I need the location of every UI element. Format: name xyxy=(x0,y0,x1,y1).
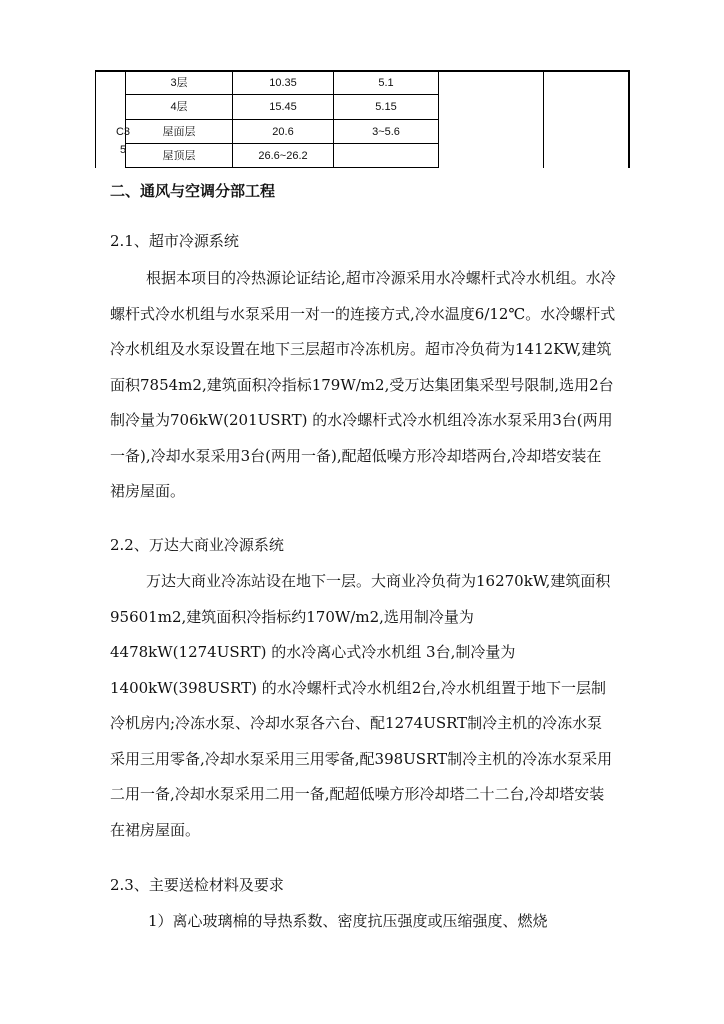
table-cell-value2: 5.15 xyxy=(375,101,397,113)
table-cell-value1: 20.6 xyxy=(272,126,294,138)
table-vline xyxy=(543,70,544,168)
merged-label-line1: C3 xyxy=(115,126,131,138)
table-hline xyxy=(125,119,438,120)
table-cell-value1: 26.6~26.2 xyxy=(258,150,308,162)
paragraph-supermarket-cooling: 根据本项目的冷热源论证结论,超市冷源采用水冷螺杆式冷水机组。水冷螺杆式冷水机组与水泵采用一对一的连接方式,冷水温度6/12℃。水冷螺杆式冷水机组及水泵设置在地下三层超市冷冻机房。超市冷负荷为1412KW,建筑面积7854m2,建筑面积冷指标179W/m2,受万达集团集采型号限制,选用2台制冷量为706kW(201USRT) 的水冷螺杆式冷水机组冷冻水泵采用3台(两用一备),冷却水泵采用3台(两用一备),配超低噪方形冷却塔两台,冷却塔安装在裙房屋面。 xyxy=(110,269,616,500)
table-cell-floor: 屋面层 xyxy=(162,126,196,138)
table-bottom-border xyxy=(125,167,438,168)
subheading-inspection-materials: 2.3、主要送检材料及要求 xyxy=(110,876,284,894)
elevation-table xyxy=(95,70,630,168)
table-left-border xyxy=(95,70,96,168)
table-cell-value1: 10.35 xyxy=(269,77,297,89)
subheading-wanda-cooling: 2.2、万达大商业冷源系统 xyxy=(110,536,284,554)
table-cell-value2 xyxy=(334,146,438,166)
table-cell-floor: 屋顶层 xyxy=(162,150,196,162)
merged-label-line2: 5 xyxy=(119,144,127,156)
list-item-glass-wool: 1）离心玻璃棉的导热系数、密度抗压强度或压缩强度、燃烧 xyxy=(148,912,548,930)
table-cell-floor: 4层 xyxy=(170,101,188,113)
paragraph-wanda-cooling: 万达大商业冷冻站设在地下一层。大商业冷负荷为16270kW,建筑面积95601m2,建筑面积冷指标约170W/m2,选用制冷量为4478kW(1274USRT) 的水冷离心式冷水机组 3台,制冷量为1400kW(398USRT) 的水冷螺杆式冷水机组2台,冷水机组置于地下一层制冷机房内;冷冻水泵、冷却水泵各六台、配1274USRT制冷主机的冷冻水泵采用三用零备,冷却水泵采用三用零备,配398USRT制冷主机的冷冻水泵采用二用一备,冷却水泵采用二用一备,配超低噪方形冷却塔二十二台,冷却塔安装在裙房屋面。 xyxy=(110,572,613,839)
table-hline xyxy=(125,143,438,144)
table-vline xyxy=(438,70,439,168)
subheading-supermarket-cooling: 2.1、超市冷源系统 xyxy=(110,232,239,250)
table-right-border xyxy=(628,70,630,168)
table-cell-value2: 3~5.6 xyxy=(372,126,400,138)
table-top-border xyxy=(95,70,630,72)
table-cell-floor: 3层 xyxy=(170,77,188,89)
section-heading: 二、通风与空调分部工程 xyxy=(110,182,276,200)
table-cell-value1: 15.45 xyxy=(269,101,297,113)
table-hline xyxy=(125,94,438,95)
table-cell-value2: 5.1 xyxy=(378,77,394,89)
